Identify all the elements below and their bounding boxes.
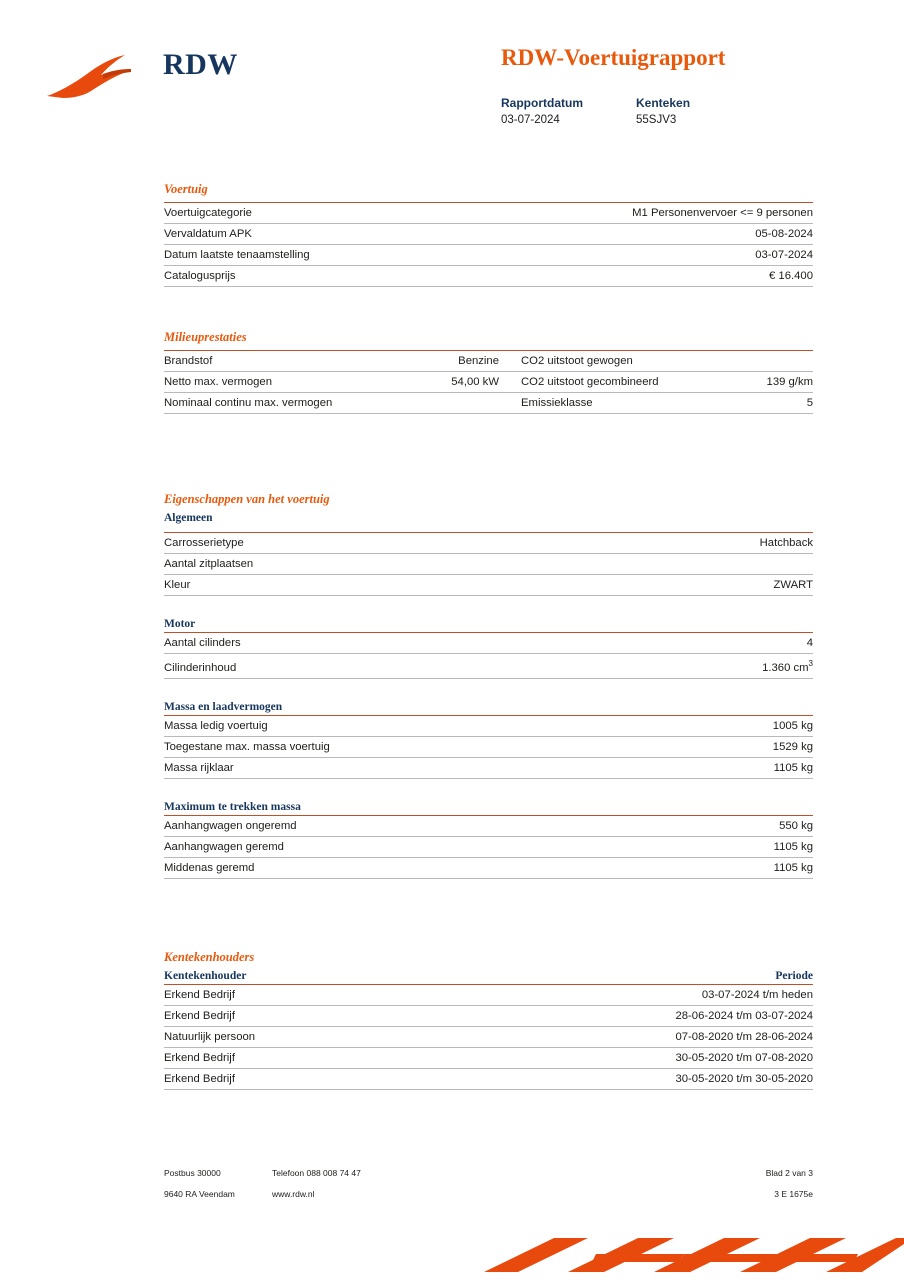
table-row bbox=[164, 985, 813, 1006]
row-value: 1005 kg bbox=[686, 715, 813, 736]
subsection-title-trekken-massa: Maximum te trekken massa bbox=[164, 800, 301, 813]
row-label: Voertuigcategorie bbox=[164, 203, 454, 224]
row-value bbox=[404, 393, 521, 414]
row-value-2: 5 bbox=[721, 393, 813, 414]
row-label-2: CO2 uitstoot gecombineerd bbox=[521, 372, 721, 393]
row-value bbox=[570, 554, 813, 575]
table-row bbox=[164, 654, 813, 679]
row-value: 1105 kg bbox=[664, 857, 813, 878]
plate-value: 55SJV3 bbox=[636, 114, 677, 126]
row-value: Benzine bbox=[404, 351, 521, 372]
table-row bbox=[164, 633, 813, 654]
footer-form-code: 3 E 1675e bbox=[774, 1189, 813, 1199]
holder-period: 30-05-2020 t/m 30-05-2020 bbox=[423, 1069, 813, 1090]
table-row bbox=[164, 533, 813, 554]
table-row bbox=[164, 1048, 813, 1069]
row-value: 1105 kg bbox=[664, 836, 813, 857]
trekken-massa-table bbox=[164, 815, 813, 879]
report-meta bbox=[501, 96, 831, 126]
holder-name: Erkend Bedrijf bbox=[164, 985, 423, 1006]
row-value-2: 139 g/km bbox=[721, 372, 813, 393]
subsection-title-algemeen: Algemeen bbox=[164, 512, 213, 524]
holder-name: Erkend Bedrijf bbox=[164, 1048, 423, 1069]
section-vehicle bbox=[164, 182, 813, 287]
table-row bbox=[164, 554, 813, 575]
table-row bbox=[164, 757, 813, 778]
holder-period: 07-08-2020 t/m 28-06-2024 bbox=[423, 1027, 813, 1048]
row-label: Kleur bbox=[164, 575, 570, 596]
page-title: RDW-Voertuigrapport bbox=[501, 45, 726, 70]
plate-label: Kenteken bbox=[636, 96, 691, 110]
row-label: Vervaldatum APK bbox=[164, 224, 454, 245]
row-label: Catalogusprijs bbox=[164, 266, 454, 287]
row-value: 4 bbox=[554, 633, 813, 654]
table-row bbox=[164, 857, 813, 878]
motor-table bbox=[164, 632, 813, 679]
table-row bbox=[164, 736, 813, 757]
footer-website[interactable]: www.rdw.nl bbox=[272, 1189, 315, 1199]
holder-name: Erkend Bedrijf bbox=[164, 1069, 423, 1090]
row-label: Netto max. vermogen bbox=[164, 372, 404, 393]
row-value: 03-07-2024 bbox=[454, 245, 813, 266]
holders-table bbox=[164, 970, 813, 1090]
holder-period: 28-06-2024 t/m 03-07-2024 bbox=[423, 1006, 813, 1027]
table-row bbox=[164, 372, 813, 393]
section-title-environment: Milieuprestaties bbox=[164, 330, 247, 344]
row-label: Massa ledig voertuig bbox=[164, 715, 686, 736]
table-row bbox=[164, 1006, 813, 1027]
holder-period: 03-07-2024 t/m heden bbox=[423, 985, 813, 1006]
table-row bbox=[164, 203, 813, 224]
section-properties bbox=[164, 492, 813, 879]
environment-table bbox=[164, 350, 813, 414]
row-value: 1105 kg bbox=[686, 757, 813, 778]
table-row bbox=[164, 575, 813, 596]
subsection-title-motor: Motor bbox=[164, 618, 196, 630]
table-row bbox=[164, 351, 813, 372]
footer-page-number: Blad 2 van 3 bbox=[765, 1168, 813, 1178]
row-label: Massa rijklaar bbox=[164, 757, 686, 778]
row-value: 1529 kg bbox=[686, 736, 813, 757]
massa-table bbox=[164, 715, 813, 779]
table-row bbox=[164, 224, 813, 245]
row-label: Carrosserietype bbox=[164, 533, 570, 554]
holder-name: Erkend Bedrijf bbox=[164, 1006, 423, 1027]
section-title-properties: Eigenschappen van het voertuig bbox=[164, 492, 330, 506]
row-value: M1 Personenvervoer <= 9 personen bbox=[454, 203, 813, 224]
row-label-2: Emissieklasse bbox=[521, 393, 721, 414]
row-value-exponent: 3 bbox=[808, 659, 813, 668]
row-label: Datum laatste tenaamstelling bbox=[164, 245, 454, 266]
holder-period: 30-05-2020 t/m 07-08-2020 bbox=[423, 1048, 813, 1069]
holder-name: Natuurlijk persoon bbox=[164, 1027, 423, 1048]
footer-city: 9640 RA Veendam bbox=[164, 1189, 235, 1199]
table-row bbox=[164, 1069, 813, 1090]
algemeen-table bbox=[164, 532, 813, 596]
footer-phone: Telefoon 088 008 74 47 bbox=[272, 1168, 361, 1178]
row-label-2: CO2 uitstoot gewogen bbox=[521, 351, 721, 372]
row-label: Aantal zitplaatsen bbox=[164, 554, 570, 575]
column-header-period: Periode bbox=[423, 970, 813, 985]
row-label: Nominaal continu max. vermogen bbox=[164, 393, 404, 414]
subsection-title-massa: Massa en laadvermogen bbox=[164, 700, 283, 713]
row-label: Middenas geremd bbox=[164, 857, 664, 878]
footer-postbus: Postbus 30000 bbox=[164, 1168, 221, 1178]
section-title-holders: Kentekenhouders bbox=[164, 950, 255, 964]
row-value: 550 kg bbox=[664, 815, 813, 836]
table-row bbox=[164, 245, 813, 266]
rdw-logo bbox=[45, 38, 305, 108]
row-value: 05-08-2024 bbox=[454, 224, 813, 245]
table-row bbox=[164, 393, 813, 414]
rdw-logo-mark-icon bbox=[45, 52, 165, 100]
row-value: Hatchback bbox=[570, 533, 813, 554]
row-value: € 16.400 bbox=[454, 266, 813, 287]
row-label: Cilinderinhoud bbox=[164, 654, 554, 679]
section-environment bbox=[164, 330, 813, 414]
report-date-label: Rapportdatum bbox=[501, 96, 583, 110]
row-value-2 bbox=[721, 351, 813, 372]
document-footer bbox=[164, 1168, 813, 1210]
row-value-cilinderinhoud bbox=[554, 654, 813, 679]
row-label: Aantal cilinders bbox=[164, 633, 554, 654]
section-holders bbox=[164, 950, 813, 1090]
table-row bbox=[164, 836, 813, 857]
rdw-wordmark: RDW bbox=[163, 48, 238, 81]
footer-decorative-graphic-icon bbox=[484, 1214, 904, 1280]
row-value: 1.360 cm bbox=[762, 661, 809, 674]
report-date-value: 03-07-2024 bbox=[501, 114, 560, 126]
row-label: Toegestane max. massa voertuig bbox=[164, 736, 686, 757]
table-row bbox=[164, 815, 813, 836]
vehicle-table bbox=[164, 202, 813, 287]
row-label: Aanhangwagen geremd bbox=[164, 836, 664, 857]
table-row bbox=[164, 715, 813, 736]
row-label: Aanhangwagen ongeremd bbox=[164, 815, 664, 836]
row-value: ZWART bbox=[570, 575, 813, 596]
section-title-vehicle: Voertuig bbox=[164, 182, 208, 196]
column-header-holder: Kentekenhouder bbox=[164, 970, 423, 985]
row-value: 54,00 kW bbox=[404, 372, 521, 393]
table-row bbox=[164, 1027, 813, 1048]
document-header bbox=[0, 0, 904, 150]
row-label: Brandstof bbox=[164, 351, 404, 372]
table-row bbox=[164, 266, 813, 287]
table-header-row bbox=[164, 970, 813, 985]
